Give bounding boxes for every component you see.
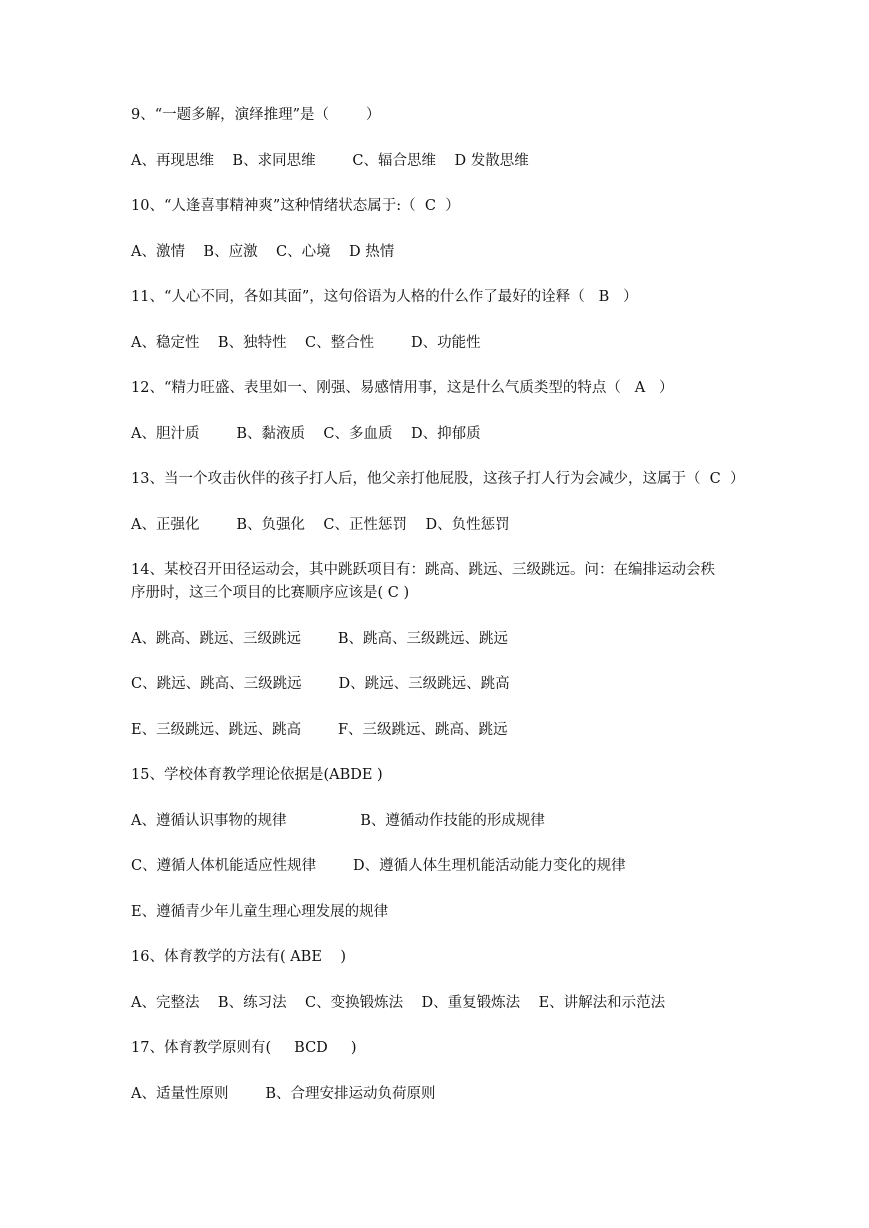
question-15-option-e: E、遵循青少年儿童生理心理发展的规律 [131,904,389,920]
question-14-options-ab: A、跳高、跳远、三级跳远 B、跳高、三级跳远、跳远 [131,631,508,647]
question-14-line-2: 序册时，这三个项目的比赛顺序应该是( C ) [131,585,410,601]
question-9-options: A、再现思维 B、求同思维 C、辐合思维 D 发散思维 [131,153,529,169]
question-15-options-ab: A、遵循认识事物的规律 B、遵循动作技能的形成规律 [131,813,545,829]
question-15-options-cd: C、遵循人体机能适应性规律 D、遵循人体生理机能活动能力变化的规律 [131,858,626,874]
question-14-options-ef: E、三级跳远、跳远、跳高 F、三级跳远、跳高、跳远 [131,722,508,738]
question-15: 15、学校体育教学理论依据是(ABDE ) [131,767,383,783]
question-13: 13、当一个攻击伙伴的孩子打人后，他父亲打他屁股，这孩子打人行为会减少，这属于（ C ） [131,471,745,487]
question-10-options: A、激情 B、应激 C、心境 D 热情 [131,244,395,260]
question-9: 9、“一题多解，演绎推理”是（ ） [131,107,381,123]
question-11-options: A、稳定性 B、独特性 C、整合性 D、功能性 [131,335,481,351]
question-13-options: A、正强化 B、负强化 C、正性惩罚 D、负性惩罚 [131,517,510,533]
question-14-options-cd: C、跳远、跳高、三级跳远 D、跳远、三级跳远、跳高 [131,676,510,692]
question-11: 11、“人心不同，各如其面”，这句俗语为人格的什么作了最好的诠释（ B ） [131,289,638,305]
question-12-options: A、胆汁质 B、黏液质 C、多血质 D、抑郁质 [131,426,481,442]
question-16: 16、体育教学的方法有( ABE ) [131,949,347,965]
question-16-options: A、完整法 B、练习法 C、变换锻炼法 D、重复锻炼法 E、讲解法和示范法 [131,995,666,1011]
question-14-line-1: 14、某校召开田径运动会，其中跳跃项目有：跳高、跳远、三级跳远。问：在编排运动会秩 [131,562,715,578]
question-17-options: A、适量性原则 B、合理安排运动负荷原则 [131,1086,436,1102]
question-17: 17、体育教学原则有( BCD ) [131,1040,357,1056]
question-10: 10、“人逢喜事精神爽”这种情绪状态属于:（ C ） [131,198,460,214]
question-12: 12、“精力旺盛、表里如一、刚强、易感情用事，这是什么气质类型的特点（ A ） [131,380,674,396]
